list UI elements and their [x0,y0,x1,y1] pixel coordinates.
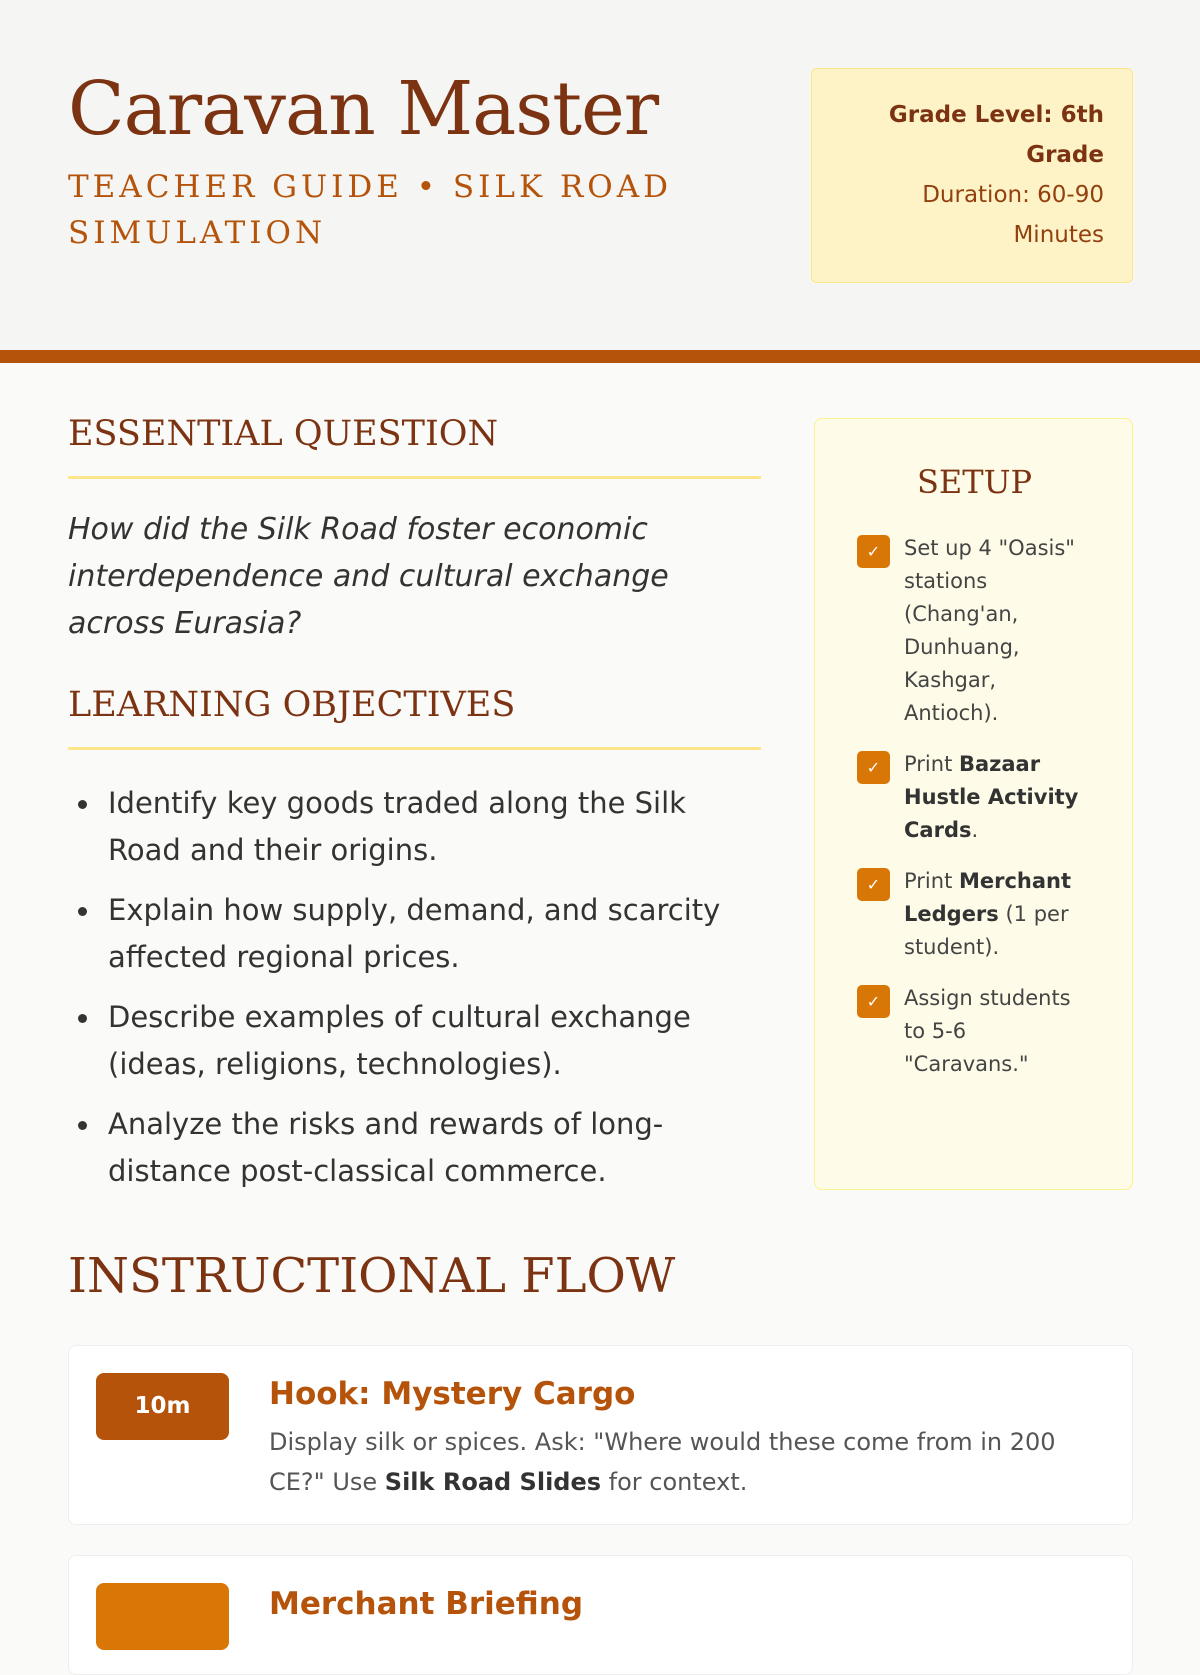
step-text: for context. [601,1468,748,1496]
step-title: Hook: Mystery Cargo [269,1376,636,1412]
step-title: Merchant Briefing [269,1586,584,1622]
step-bold-text: Silk Road Slides [384,1468,602,1496]
objective-text: Explain how supply, demand, and scarcity affected regional prices. [108,893,721,974]
section-divider [68,476,761,479]
checklist-item [857,982,1097,1081]
checklist-text: Print [904,869,959,893]
setup-heading: SETUP [916,463,1033,501]
time-badge [96,1583,229,1650]
bullet-icon [78,800,87,809]
learning-objectives-heading: LEARNING OBJECTIVES [68,685,516,725]
list-item [68,994,761,1088]
objective-text: Analyze the risks and rewards of long-distance post-classical commerce. [108,1107,664,1188]
checklist-bold-text: Merchant Ledgers [904,869,1072,926]
step-text: Display silk or spices. Ask: "Where would these come from in 200 CE?" Use [269,1428,1056,1496]
time-badge: 10m [96,1373,229,1440]
checklist-text: Assign students to 5-6 "Caravans." [904,986,1071,1076]
essential-question-text: How did the Silk Road foster economic interdependence and cultural exchange across Eurasia? [68,512,669,641]
section-divider [68,747,761,750]
checklist-text: . [971,818,979,842]
page-subtitle: TEACHER GUIDE • SILK ROAD SIMULATION [68,169,672,251]
setup-panel [814,418,1133,1190]
checklist-item [857,865,1097,964]
setup-checklist [857,532,1097,1099]
grade-level: Grade Level: 6th Grade [888,102,1104,168]
header-divider [0,350,1200,363]
check-icon[interactable]: ✓ [857,535,890,568]
objectives-list [68,780,761,1208]
checklist-bold-text: Bazaar Hustle Activity Cards [904,752,1079,842]
checklist-text: Set up 4 "Oasis" stations (Chang'an, Dunhuang, Kashgar, Antioch). [904,536,1075,725]
check-icon[interactable]: ✓ [857,985,890,1018]
step-description [269,1422,1089,1502]
bullet-icon [78,907,87,916]
essential-question-heading: ESSENTIAL QUESTION [68,414,499,454]
list-item [68,887,761,981]
checklist-text: (1 per student). [904,902,1069,959]
checklist-text: Print [904,752,959,776]
duration: Duration: 60-90 Minutes [922,182,1104,248]
list-item [68,1101,761,1195]
check-icon[interactable]: ✓ [857,868,890,901]
flow-step-card [68,1555,1133,1675]
flow-step-card [68,1345,1133,1525]
bullet-icon [78,1121,87,1130]
page-title: Caravan Master [68,66,659,152]
list-item [68,780,761,874]
instructional-flow-heading: INSTRUCTIONAL FLOW [68,1248,676,1304]
check-icon[interactable]: ✓ [857,751,890,784]
checklist-item [857,532,1097,730]
checklist-item [857,748,1097,847]
lesson-meta-box [811,68,1133,283]
objective-text: Identify key goods traded along the Silk Road and their origins. [108,786,686,867]
objective-text: Describe examples of cultural exchange (ideas, religions, technologies). [108,1000,691,1081]
page-header [0,0,1200,350]
bullet-icon [78,1014,87,1023]
